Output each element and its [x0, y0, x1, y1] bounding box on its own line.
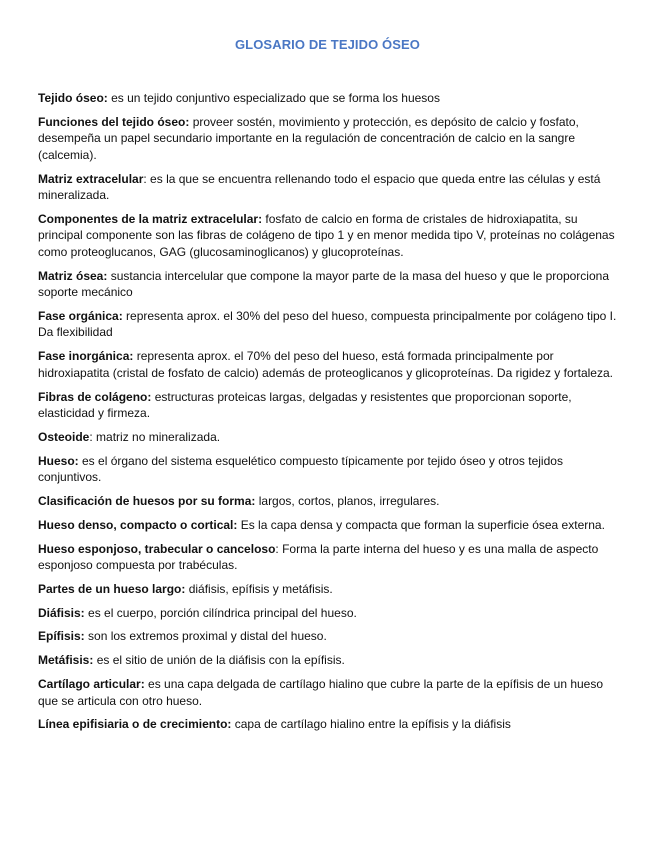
glossary-list	[38, 90, 618, 740]
glossary-entry	[38, 652, 618, 669]
glossary-definition: es el cuerpo, porción cilíndrica principal del hueso.	[84, 605, 357, 620]
glossary-entry	[38, 517, 618, 534]
glossary-definition: es un tejido conjuntivo especializado que se forma los huesos	[107, 91, 440, 105]
glossary-entry	[38, 211, 618, 261]
glossary-entry	[38, 605, 618, 622]
glossary-term: Partes de un hueso largo:	[38, 581, 186, 596]
glossary-definition: fosfato de calcio en forma de cristales de hidroxiapatita, su principal componente son las fibras de colágeno de tipo 1 y en menor medida tipo V, proteínas no colágenas como proteoglucanos, GAG (glucosaminoglicanos) y glucoproteínas.	[38, 211, 615, 259]
glossary-definition: Es la capa densa y compacta que forman la superficie ósea externa.	[237, 517, 605, 532]
glossary-term: Matriz ósea:	[38, 268, 108, 283]
glossary-term: Osteoide	[38, 429, 90, 444]
glossary-definition: es el órgano del sistema esquelético compuesto típicamente por tejido óseo y otros tejidos conjuntivos.	[38, 453, 563, 485]
glossary-term: Tejido óseo:	[38, 91, 108, 105]
glossary-entry	[38, 541, 618, 574]
glossary-term: Clasificación de huesos por su forma:	[38, 493, 256, 508]
glossary-definition: estructuras proteicas largas, delgadas y resistentes que proporcionan soporte, elasticidad y firmeza.	[38, 389, 572, 421]
glossary-entry	[38, 581, 618, 598]
glossary-definition: sustancia intercelular que compone la mayor parte de la masa del hueso y que le proporciona soporte mecánico	[38, 268, 609, 300]
glossary-term: Fase inorgánica:	[38, 349, 134, 364]
glossary-term: Línea epifisiaria o de crecimiento:	[38, 717, 232, 732]
glossary-entry	[38, 308, 618, 341]
glossary-entry	[38, 171, 618, 204]
glossary-definition: representa aprox. el 70% del peso del hueso, está formada principalmente por hidroxiapatita (cristal de fosfato de calcio) además de proteoglicanos y glicoproteínas. Da rigidez y fortaleza.	[38, 349, 613, 380]
glossary-definition: son los extremos proximal y distal del hueso.	[84, 629, 327, 644]
glossary-term: Metáfisis:	[38, 653, 94, 668]
glossary-term: Hueso:	[38, 453, 79, 468]
glossary-term: Fase orgánica:	[38, 308, 123, 323]
glossary-term: Matriz extracelular	[38, 171, 144, 186]
glossary-entry	[38, 453, 618, 486]
glossary-definition: es una capa delgada de cartílago hialino que cubre la parte de la epífisis de un hueso que se articula con otro hueso.	[38, 677, 604, 708]
glossary-entry	[38, 114, 618, 164]
page-title: GLOSARIO DE TEJIDO ÓSEO	[234, 37, 421, 52]
glossary-definition: : Forma la parte interna del hueso y es una malla de aspecto esponjoso compuesta por trabéculas.	[38, 541, 599, 573]
glossary-definition: representa aprox. el 30% del peso del hueso, compuesta principalmente por colágeno tipo I. Da flexibilidad	[38, 308, 617, 340]
glossary-entry	[38, 676, 618, 709]
glossary-definition: largos, cortos, planos, irregulares.	[255, 493, 440, 508]
glossary-definition: capa de cartílago hialino entre la epífisis y la diáfisis	[231, 717, 511, 732]
glossary-entry	[38, 429, 618, 446]
glossary-definition: diáfisis, epífisis y metáfisis.	[185, 581, 333, 596]
glossary-term: Cartílago articular:	[38, 677, 145, 692]
glossary-entry	[38, 389, 618, 422]
glossary-entry	[38, 348, 618, 381]
glossary-term: Hueso esponjoso, trabecular o canceloso	[38, 541, 276, 556]
glossary-entry	[38, 628, 618, 645]
glossary-definition: proveer sostén, movimiento y protección, es depósito de calcio y fosfato, desempeña un papel secundario importante en la regulación de concentración de calcio en la sangre (calcemia).	[38, 114, 579, 162]
glossary-definition: es el sitio de unión de la diáfisis con la epífisis.	[93, 653, 345, 668]
glossary-definition: : matriz no mineralizada.	[89, 429, 221, 444]
glossary-term: Hueso denso, compacto o cortical:	[38, 517, 238, 532]
glossary-term: Funciones del tejido óseo:	[38, 114, 190, 129]
glossary-entry	[38, 716, 618, 733]
glossary-term: Diáfisis:	[38, 605, 85, 620]
glossary-entry	[38, 90, 618, 107]
glossary-term: Fibras de colágeno:	[38, 389, 152, 404]
glossary-definition: : es la que se encuentra rellenando todo el espacio que queda entre las células y está mineralizada.	[38, 171, 601, 203]
glossary-term: Componentes de la matriz extracelular:	[38, 211, 263, 226]
glossary-entry	[38, 493, 618, 510]
glossary-entry	[38, 268, 618, 301]
glossary-term: Epífisis:	[38, 629, 85, 644]
